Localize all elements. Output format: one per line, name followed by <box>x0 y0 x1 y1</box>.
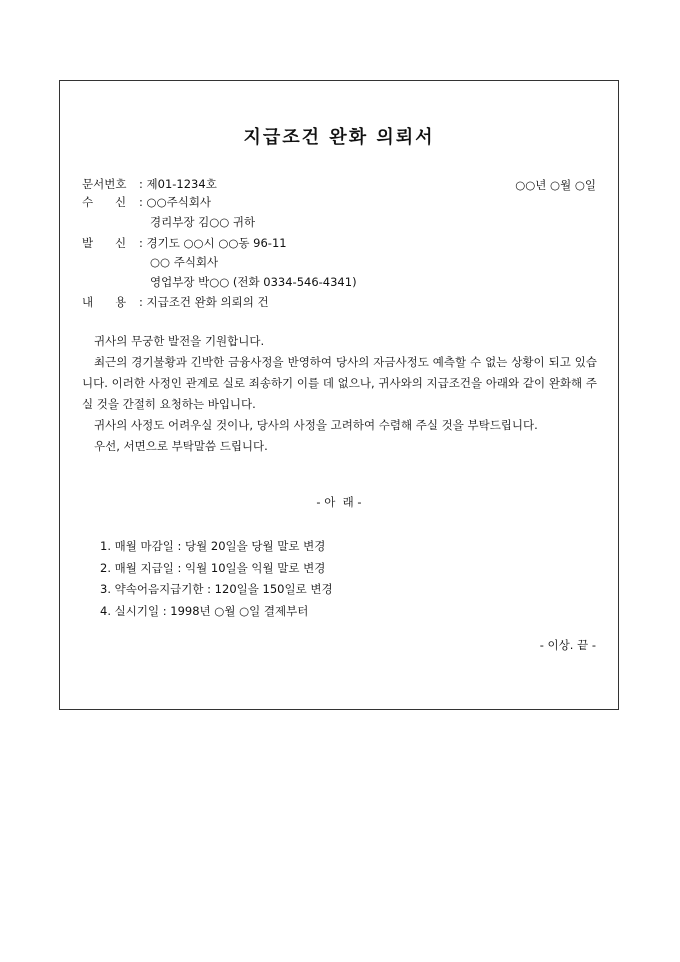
recipient-label: 수 신 <box>82 195 127 209</box>
sender-line2: ○○ 주식회사 <box>150 255 219 269</box>
section-heading: - 아 래 - <box>316 495 362 509</box>
doc-no-value: : 제01-1234호 <box>139 177 217 191</box>
recipient-line1: : ○○주식회사 <box>139 195 212 209</box>
recipient-line2: 경리부장 김○○ 귀하 <box>150 215 256 229</box>
recipient-row <box>82 195 211 209</box>
body-paragraph-4: 우선, 서면으로 부탁말씀 드립니다. <box>94 439 268 453</box>
body-paragraph-1: 귀사의 무궁한 발전을 기원합니다. <box>94 334 265 348</box>
document-frame <box>59 80 619 710</box>
condition-list <box>100 536 333 622</box>
sender-line1: : 경기도 ○○시 ○○동 96-11 <box>139 236 287 250</box>
document-title: 지급조건 완화 의뢰서 <box>243 127 435 148</box>
letter-body <box>82 331 597 457</box>
closing-mark: - 이상. 끝 - <box>539 638 596 652</box>
subject-label: 내 용 <box>82 295 127 309</box>
doc-no-row <box>82 177 217 191</box>
condition-item-3: 3. 약속어음지급기한 : 120일을 150일로 변경 <box>100 582 333 596</box>
sender-label: 발 신 <box>82 236 127 250</box>
body-paragraph-3: 귀사의 사정도 어려우실 것이나, 당사의 사정을 고려하여 수렴해 주실 것을 부탁드립니다. <box>94 418 538 432</box>
body-paragraph-2: 최근의 경기불황과 긴박한 금융사정을 반영하여 당사의 자금사정도 예측할 수 없는 상황이 되고 있습니다. 이러한 사정인 관계로 실로 죄송하기 이를 데 없으나, 귀사와의 지급조건을 아래와 같이 완화해 주실 것을 간절히 요청하는 바입니다. <box>82 355 597 411</box>
sender-row <box>82 236 287 250</box>
subject-value: : 지급조건 완화 의뢰의 건 <box>139 295 269 309</box>
condition-item-4: 4. 실시기일 : 1998년 ○월 ○일 결제부터 <box>100 603 309 618</box>
sender-line3: 영업부장 박○○ (전화 0334-546-4341) <box>150 275 357 289</box>
document-date: ○○년 ○월 ○일 <box>515 178 596 192</box>
subject-row <box>82 295 269 309</box>
doc-no-label: 문서번호 <box>82 177 127 191</box>
condition-item-1: 1. 매월 마감일 : 당월 20일을 당월 말로 변경 <box>100 539 326 553</box>
condition-item-2: 2. 매월 지급일 : 익월 10일을 익월 말로 변경 <box>100 560 326 575</box>
